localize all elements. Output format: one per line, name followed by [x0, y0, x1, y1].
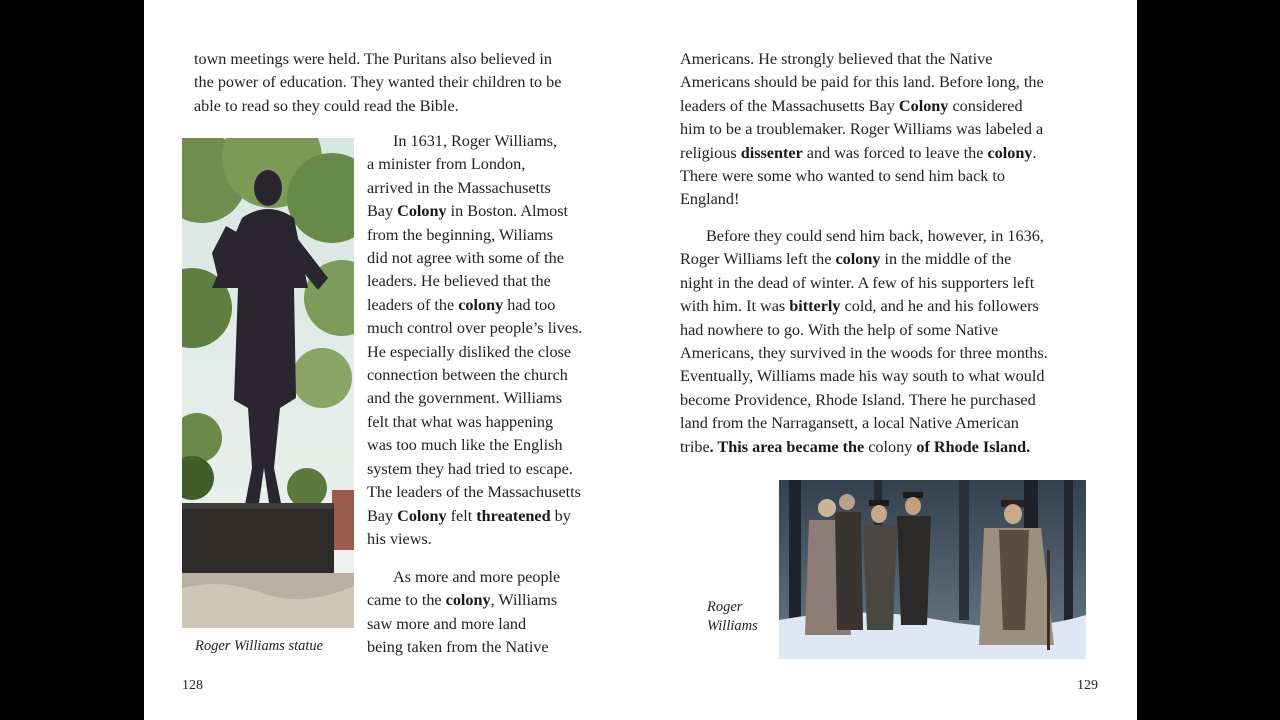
text-line: Eventually, Williams made his way south to what would — [680, 367, 1045, 386]
roger-williams-statue-photo — [182, 138, 354, 628]
text-line: Americans should be paid for this land. Before long, the — [680, 73, 1044, 92]
bold-term: threatened — [476, 506, 551, 525]
text-line — [367, 294, 582, 317]
text-line: land from the Narragansett, a local Native American — [680, 414, 1019, 433]
text-segment: came to the — [367, 591, 446, 610]
text-segment: leaders of the Massachusetts Bay — [680, 96, 899, 115]
text-line: did not agree with some of the — [367, 249, 564, 268]
text-line: system they had tried to escape. — [367, 459, 573, 478]
text-line: him to be a troublemaker. Roger Williams was labeled a — [680, 120, 1044, 139]
left-column-paragraph-1 — [367, 130, 582, 551]
bold-term: of Rhode Island. — [912, 437, 1031, 456]
text-segment: Roger Williams left the — [680, 250, 836, 269]
bold-term: . This area became the — [709, 437, 869, 456]
text-segment: leaders of the — [367, 295, 459, 314]
text-line — [680, 248, 1048, 271]
text-line — [680, 95, 1044, 118]
text-line: In 1631, Roger Williams, — [393, 132, 558, 150]
text-segment: Bay — [367, 202, 398, 221]
roger-williams-caption — [707, 598, 758, 636]
text-line: As more and more people — [393, 568, 561, 586]
text-line: was too much like the English — [367, 436, 563, 455]
text-line: felt that what was happening — [367, 412, 554, 431]
text-line: a minister from London, — [367, 155, 526, 174]
text-segment: religious — [680, 143, 741, 162]
caption-line-2: Williams — [707, 618, 758, 634]
text-segment: by — [550, 506, 571, 525]
text-segment: considered — [948, 96, 1023, 115]
text-line: town meetings were held. The Puritans also believed in — [194, 50, 552, 68]
text-segment: had too — [503, 295, 556, 314]
roger-williams-painting — [779, 480, 1086, 659]
text-segment: Bay — [367, 506, 398, 525]
text-segment: colony — [868, 437, 913, 456]
text-line: The leaders of the Massachusetts — [367, 483, 581, 502]
text-line — [367, 505, 582, 528]
bold-term: colony — [445, 591, 491, 610]
text-line: Americans, they survived in the woods for three months. — [680, 344, 1048, 363]
left-top-paragraph — [194, 48, 561, 118]
text-line — [680, 436, 1048, 459]
bold-term: Colony — [397, 506, 447, 525]
text-segment: and was forced to leave the — [802, 143, 988, 162]
text-line: Before they could send him back, however, in 1636, — [706, 227, 1044, 245]
book-spread — [144, 0, 1137, 720]
text-segment: with him. It was — [680, 297, 790, 316]
text-line — [367, 200, 582, 223]
text-line — [367, 589, 560, 612]
text-line: from the beginning, Wiliams — [367, 225, 554, 244]
left-column-paragraph-2 — [367, 566, 560, 660]
statue-caption: Roger Williams statue — [195, 638, 324, 654]
page-number-left: 128 — [182, 678, 203, 693]
text-line: arrived in the Massachusetts — [367, 178, 551, 197]
text-line: connection between the church — [367, 366, 568, 385]
text-segment: cold, and he and his followers — [840, 297, 1039, 316]
text-line: his views. — [367, 529, 432, 548]
bold-term: colony — [835, 250, 881, 269]
text-line: He especially disliked the close — [367, 342, 572, 361]
text-segment: in Boston. Almost — [446, 202, 569, 221]
bold-term: Colony — [397, 202, 447, 221]
caption-line-1: Roger — [707, 599, 743, 615]
text-line — [680, 295, 1048, 318]
page-number-right: 129 — [1077, 678, 1098, 693]
bold-term: colony — [987, 143, 1033, 162]
text-line: night in the dead of winter. A few of his supporters left — [680, 273, 1035, 292]
text-line: leaders. He believed that the — [367, 272, 551, 291]
text-line: had nowhere to go. With the help of some Native — [680, 320, 999, 339]
text-line — [680, 142, 1044, 165]
text-segment: . — [1032, 143, 1037, 162]
text-line: Americans. He strongly believed that the Native — [680, 50, 993, 68]
text-line: the power of education. They wanted their children to be — [194, 73, 562, 92]
text-line: much control over people’s lives. — [367, 319, 583, 338]
text-line: and the government. Williams — [367, 389, 563, 408]
text-segment: felt — [446, 506, 477, 525]
text-line: being taken from the Native — [367, 638, 549, 657]
text-line: able to read so they could read the Bible. — [194, 96, 459, 115]
text-line: England! — [680, 190, 740, 209]
bold-term: colony — [458, 295, 504, 314]
bold-term: Colony — [898, 96, 949, 115]
bold-term: dissenter — [740, 143, 803, 162]
text-line: saw more and more land — [367, 614, 527, 633]
right-paragraph-1 — [680, 48, 1044, 212]
text-segment: tribe — [680, 437, 710, 456]
text-segment: in the middle of the — [880, 250, 1012, 269]
bold-term: bitterly — [789, 297, 841, 316]
text-line: There were some who wanted to send him back to — [680, 167, 1005, 186]
text-line: become Providence, Rhode Island. There he purchased — [680, 390, 1036, 409]
right-paragraph-2 — [680, 225, 1048, 459]
text-segment: , Williams — [490, 591, 558, 610]
